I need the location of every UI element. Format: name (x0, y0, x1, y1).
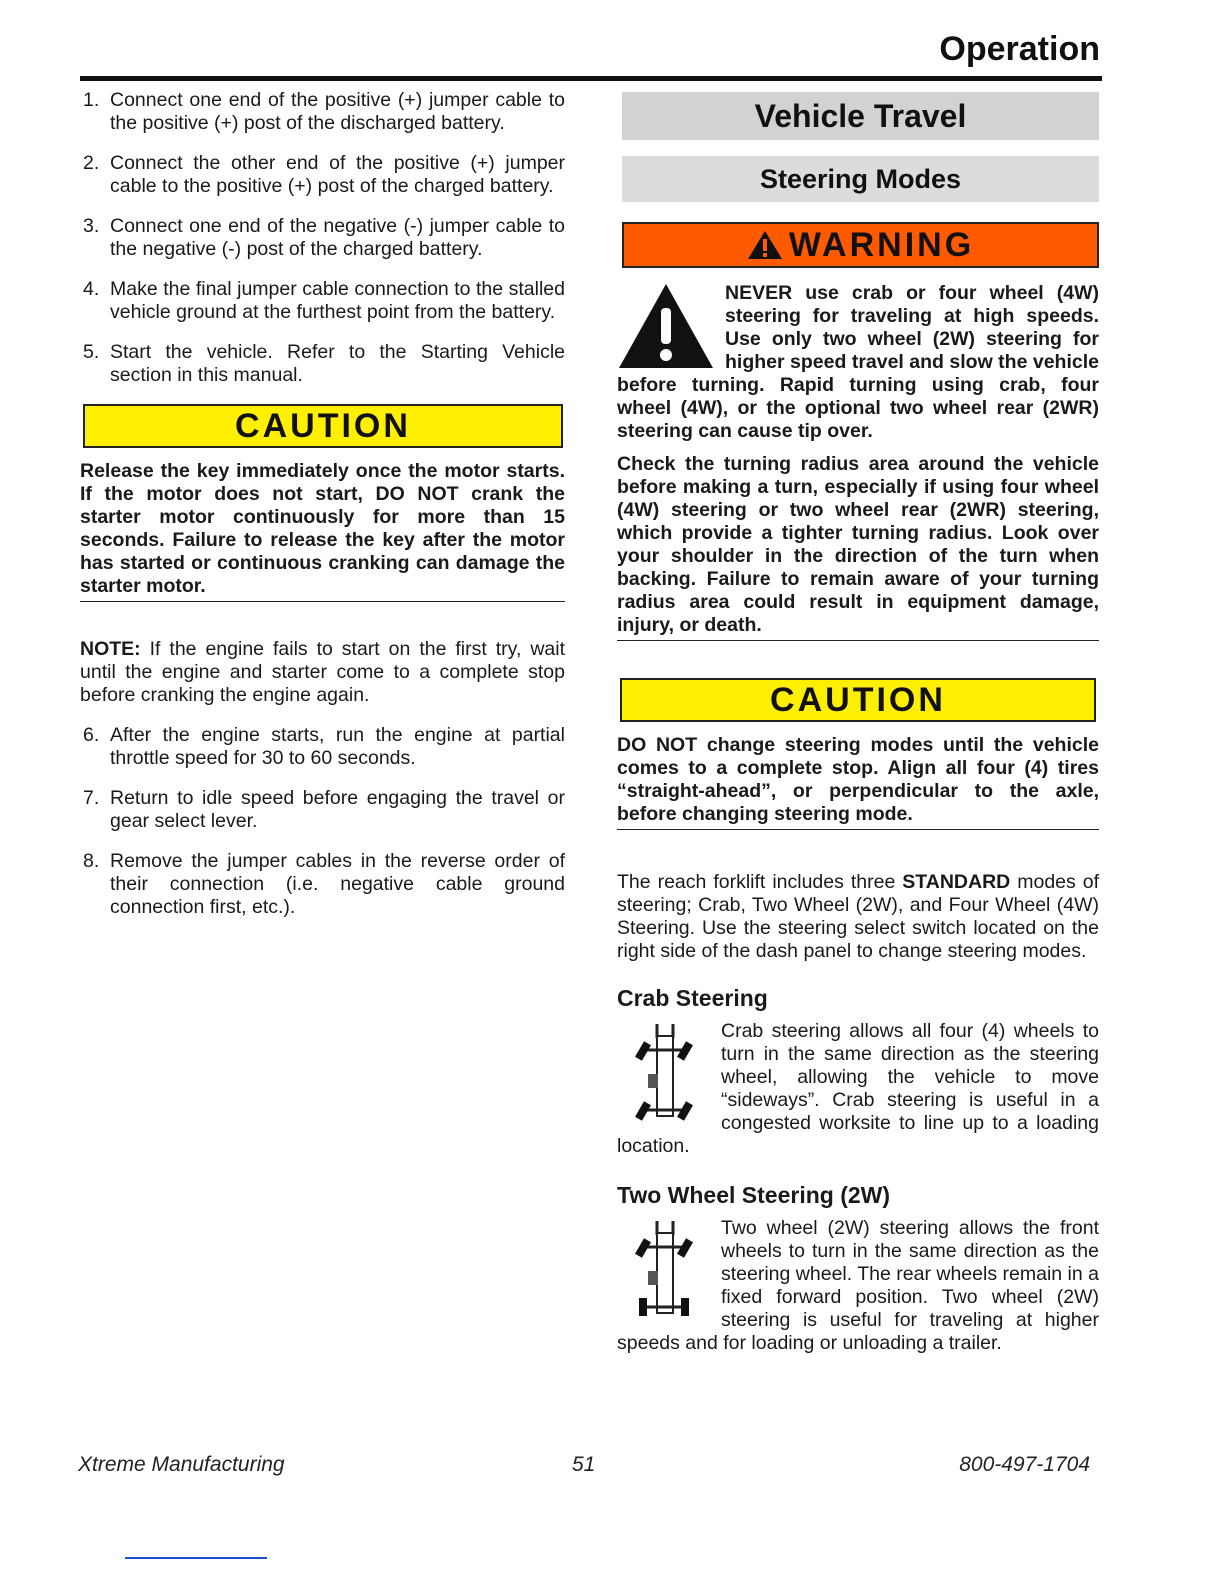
intro-text: The reach forklift includes three (617, 871, 903, 893)
steps-list-2 (80, 724, 565, 919)
two-wheel-steering-heading: Two Wheel Steering (2W) (617, 1182, 891, 1208)
footer-link-underline (125, 1557, 267, 1559)
intro-bold: STANDARD (902, 871, 1011, 893)
step-text: Make the final jumper cable connection to the stalled vehicle ground at the furthest point from the battery. (110, 278, 565, 323)
note-paragraph (80, 638, 565, 707)
step-number: 8. (83, 850, 100, 872)
crab-steering-text: Crab steering allows all four (4) wheels to turn in the same direction as the steering wheel, allowing the vehicle to move “sideways”. Crab steering is useful in a congested worksite to line up to a loading location. (617, 1020, 1099, 1157)
list-item (80, 341, 565, 387)
step-text: Connect the other end of the positive (+) jumper cable to the positive (+) post of the charged battery. (110, 152, 565, 197)
step-text: Start the vehicle. Refer to the Starting Vehicle section in this manual. (110, 341, 565, 386)
warning-text: NEVER use crab or four wheel (4W) steering for traveling at high speeds. Use only two wheel (2W) steering for higher speed travel and slow the vehicle before turning. Rapid turning using crab, four wheel (4W), or the optional two wheel rear (2WR) steering can cause tip over. (617, 282, 1099, 442)
crab-steering-paragraph (617, 1020, 1099, 1158)
caution-text: Release the key immediately once the motor starts. If the motor does not start, DO NOT crank the starter motor continuously for more than 15 seconds. Failure to release the key after the motor has started or continuous cranking can damage the starter motor. (80, 460, 565, 602)
list-item (80, 724, 565, 770)
list-item (80, 278, 565, 324)
intro-text-2: modes of steering; Crab, Two Wheel (2W), and Four Wheel (4W) Steering. Use the steering select switch located on the right side of the dash panel to change steering modes. (617, 871, 1099, 962)
crab-steering-heading: Crab Steering (617, 985, 768, 1011)
warning-triangle-icon (747, 230, 783, 260)
step-number: 6. (83, 724, 100, 746)
step-text: Return to idle speed before engaging the travel or gear select lever. (110, 787, 565, 832)
note-text: If the engine fails to start on the first try, wait until the engine and starter come to a complete stop before cranking the engine again. (80, 638, 565, 706)
list-item (80, 152, 565, 198)
caution-text: DO NOT change steering modes until the vehicle comes to a complete stop. Align all four (4) tires “straight-ahead”, or perpendicular to the axle, before changing steering mode. (617, 734, 1099, 830)
warning-text-2: Check the turning radius area around the vehicle before making a turn, especially if using four wheel (4W) steering or two wheel rear (2WR) steering, which provide a tighter turning radius. Look over your shoulder in the direction of the turn when backing. Failure to remain aware of your turning radius area could result in equipment damage, injury, or death. (617, 453, 1099, 641)
step-number: 3. (83, 215, 100, 237)
footer-page-number: 51 (572, 1453, 596, 1476)
footer-company: Xtreme Manufacturing (78, 1453, 285, 1476)
step-text: Connect one end of the negative (-) jumper cable to the negative (-) post of the charged battery. (110, 215, 565, 260)
list-item (80, 215, 565, 261)
list-item (80, 787, 565, 833)
warning-label: WARNING (788, 225, 975, 264)
page-title: Operation (939, 30, 1100, 68)
crab-steering-icon (617, 1020, 711, 1132)
warning-banner (622, 222, 1099, 268)
caution-banner: CAUTION (83, 404, 563, 448)
step-number: 7. (83, 787, 100, 809)
header-rule (80, 76, 1102, 81)
intro-paragraph (617, 871, 1099, 963)
two-wheel-steering-text: Two wheel (2W) steering allows the front wheels to turn in the same direction as the steering wheel. The rear wheels remain in a fixed forward position. Two wheel (2W) steering is useful for traveling at higher speeds and for loading or unloading a trailer. (617, 1217, 1099, 1354)
note-label: NOTE: (80, 638, 141, 660)
left-column (80, 89, 565, 936)
list-item (80, 89, 565, 135)
step-text: Remove the jumper cables in the reverse order of their connection (i.e. negative cable ground connection first, etc.). (110, 850, 565, 918)
section-banner: Vehicle Travel (622, 92, 1099, 140)
step-number: 1. (83, 89, 100, 111)
warning-paragraph (617, 282, 1099, 443)
steps-list (80, 89, 565, 387)
two-wheel-steering-icon (617, 1217, 711, 1329)
footer-phone: 800-497-1704 (959, 1453, 1090, 1476)
hazard-triangle-icon (617, 282, 715, 370)
step-text: Connect one end of the positive (+) jumper cable to the positive (+) post of the discharged battery. (110, 89, 565, 134)
step-number: 4. (83, 278, 100, 300)
list-item (80, 850, 565, 919)
caution-banner: CAUTION (620, 678, 1096, 722)
step-number: 2. (83, 152, 100, 174)
right-column (617, 92, 1099, 1355)
step-text: After the engine starts, run the engine at partial throttle speed for 30 to 60 seconds. (110, 724, 565, 769)
subsection-banner: Steering Modes (622, 156, 1099, 202)
step-number: 5. (83, 341, 100, 363)
two-wheel-steering-paragraph (617, 1217, 1099, 1355)
